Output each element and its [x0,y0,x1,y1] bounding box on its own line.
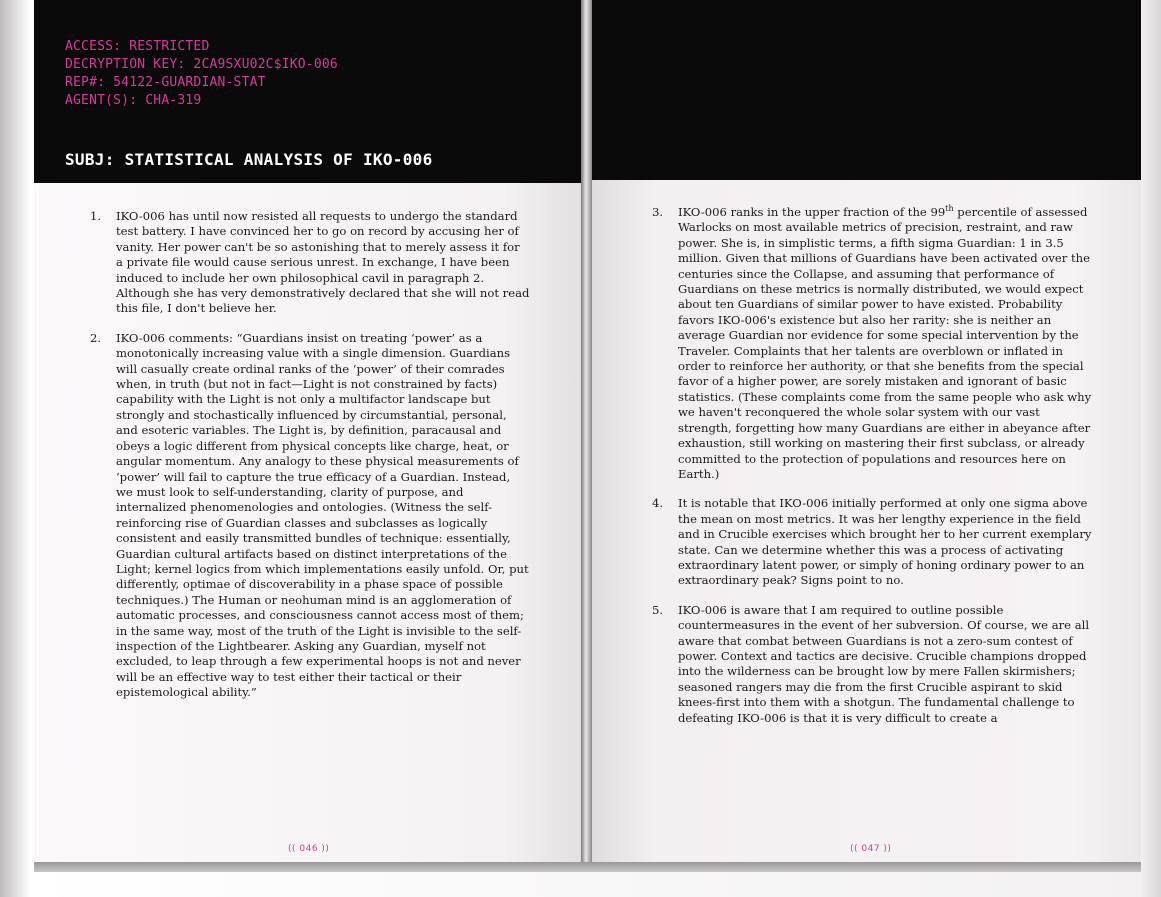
paragraph-text: IKO-006 has until now resisted all requests to undergo the standard test battery. I have convinced her to go on record by accusing her of vanity. Her power can't be so astonishing that to merely assess it for a private file would cause serious unrest. In exchange, I have been induced to include her own philosophical cavil in paragraph 2. Although she has very demonstratively declared that she will not read this file, I don't believe her. [116,209,530,316]
page-bottom-shadow [34,862,1141,872]
left-page [34,0,585,866]
paragraph-text [678,205,1094,482]
subject-line: SUBJ: STATISTICAL ANALYSIS OF IKO-006 [65,150,433,169]
page-number-left: (( 046 )) [288,844,330,854]
right-page [588,0,1141,866]
paragraph-4 [652,496,1094,588]
paragraph-text-rest: percentile of assessed Warlocks on most available metrics of precision, restraint, and raw power. She is, in simplistic terms, a fifth sigma Guardian: 1 in 3.5 million. Given that millions of Guardians have been activated over the centuries since the Collapse, and assuming that performance of Guardians on these metrics is normally distributed, we would expect about ten Guardians of similar power to have existed. Probability favors IKO-006's existence but also her rarity: she is neither an average Guardian nor evidence for some special intervention by the Traveler. Complaints that her talents are overblown or inflated in order to reinforce her authority, or that she benefits from the special favor of a higher power, are sorely mistaken and ignorant of basic statistics. (These complaints come from the same people who ask why we haven't reconquered the whole solar system with our vast strength, forgetting how many Guardians are either in abeyance after exhaustion, still working on mastering their first subclass, or already committed to the protection of populations and resources here on Earth.) [678,205,1092,481]
agent-ids: AGENT(S): CHA-319 [65,93,202,108]
decryption-key: DECRYPTION KEY: 2CA9SXU02C$IKO-006 [65,57,338,72]
paragraph-5 [652,603,1094,726]
classification-header [65,38,338,110]
paragraph-3 [652,205,1094,482]
left-paragraph-list [90,209,530,715]
paragraph-text: IKO-006 comments: “Guardians insist on treating ‘power’ as a monotonically increasing value with a single dimension. Guardians will casually create ordinal ranks of the ‘power’ of their comrades when, in truth (but not in fact—Light is not constrained by facts) capability with the Light is not only a multifactor landscape but strongly and stochastically influenced by circumstantial, personal, and esoteric variables. The Light is, by definition, paracausal and obeys a logic different from physical concepts like charge, heat, or angular momentum. Any analogy to these physical measurements of ‘power’ will fail to capture the true efficacy of a Guardian. Instead, we must look to self-understanding, clarity of purpose, and internalized phenomenologies and ontologies. (Witness the self-reinforcing rise of Guardian classes and subclasses as logically consistent and easily transmitted bundles of technique: essentially, Guardian cultural artifacts based on distinct interpretations of the Light; kernel logics from which implementations easily unfold. Or, put differently, optimae of discoverability in a phase space of possible techniques.) The Human or neohuman mind is an agglomeration of automatic processes, and consciousness cannot access most of them; in the same way, most of the truth of the Light is invisible to the self-inspection of the Lightbearer. Asking any Guardian, myself not excluded, to leap through a few experimental hoops is not and never will be an effective way to test either their tactical or their epistemological ability.” [116,330,529,700]
book-spine [581,0,592,870]
paragraph-text-lead: IKO-006 ranks in the upper fraction of the 99 [678,205,946,219]
access-level: ACCESS: RESTRICTED [65,39,210,54]
paragraph-number: 2. [90,330,102,345]
paragraph-1 [90,209,530,317]
paragraph-number: 1. [90,209,102,223]
paragraph-number: 3. [652,205,664,219]
paragraph-number: 4. [652,496,664,511]
right-paragraph-list [652,205,1094,740]
right-header-band [588,0,1141,180]
paragraph-text: It is notable that IKO-006 initially performed at only one sigma above the mean on most metrics. It was her lengthy experience in the field and in Crucible exercises which brought her to her current exemplary state. Can we determine whether this was a process of activating extraordinary latent power, or simply of honing ordinary power to an extraordinary peak? Signs point to no. [678,496,1092,588]
paragraph-2 [90,331,530,701]
paragraph-number: 5. [652,602,664,617]
page-number-right: (( 047 )) [850,844,892,854]
report-number: REP#: 54122-GUARDIAN-STAT [65,75,266,90]
ordinal-superscript: th [945,204,954,214]
paragraph-text: IKO-006 is aware that I am required to outline possible countermeasures in the event of her subversion. Of course, we are all aware that combat between Guardians is not a zero-sum contest of power. Context and tactics are decisive. Crucible champions dropped into the wilderness can be brought low by mere Fallen skirmishers; seasoned rangers may die from the first Crucible aspirant to skid knees-first into them with a shotgun. The fundamental challenge to defeating IKO-006 is that it is very difficult to create a [678,602,1090,725]
